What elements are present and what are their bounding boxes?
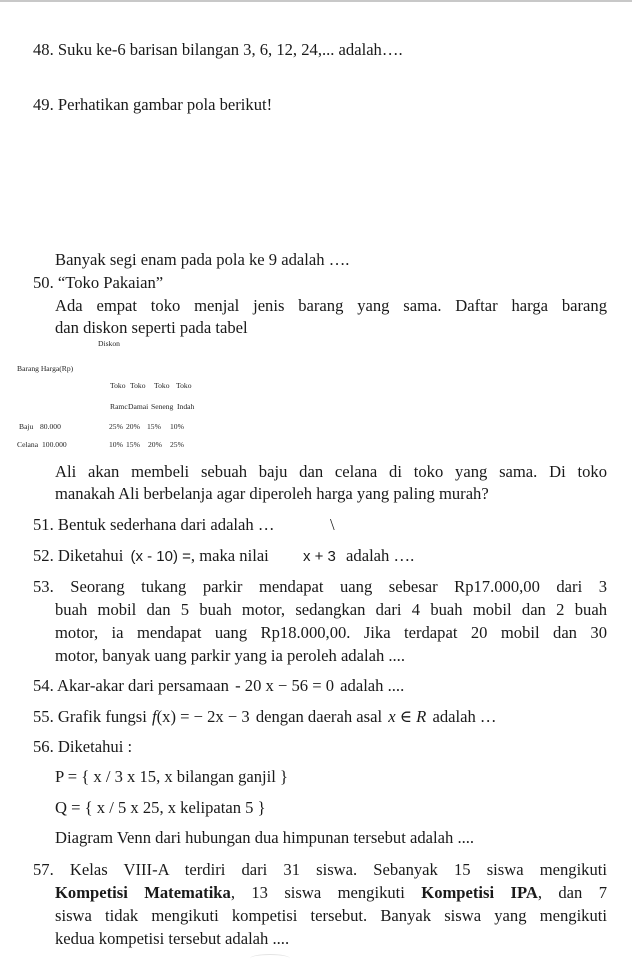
store-name: Damai	[128, 402, 149, 411]
question-50-question-line-1: Ali akan membeli sebuah baju dan celana di toko yang sama. Di toko	[55, 462, 607, 481]
q55-function-name: f	[152, 707, 157, 726]
q52-part-1: 52. Diketahui	[33, 546, 124, 565]
table-header-left: Barang Harga(Rp)	[17, 364, 74, 373]
question-57-line-2	[55, 882, 607, 903]
question-51: 51. Bentuk sederhana dari adalah …	[33, 515, 275, 534]
question-54	[33, 676, 404, 696]
q55-domain: x ∈ R	[388, 707, 427, 726]
q52-expression-1: (x - 10) =	[130, 548, 191, 565]
q54-expression: - 20 x − 56 = 0	[235, 676, 335, 695]
question-53-line-2: buah mobil dan 5 buah motor, sedangkan dari 4 buah mobil dan 2 buah	[55, 600, 607, 619]
table-price: 100.000	[42, 440, 67, 449]
table-row-celana	[17, 440, 184, 450]
table-price: 80.000	[40, 422, 61, 431]
question-51-mark: \	[330, 515, 335, 534]
question-50-question-line-2: manakah Ali berbelanja agar diperoleh harga yang paling murah?	[55, 484, 489, 503]
q55-part-3: adalah …	[432, 707, 497, 726]
set-q: Q = { x / 5 x 25, x kelipatan 5 }	[55, 798, 266, 817]
question-50-line-2: dan diskon seperti pada tabel	[55, 318, 248, 337]
table-discount: 15%	[147, 422, 161, 431]
table-item: Baju	[19, 422, 34, 431]
store-name: Ramc	[110, 402, 128, 411]
table-diskon-label: Diskon	[98, 339, 120, 348]
question-56-title: 56. Diketahui :	[33, 737, 133, 756]
table-discount: 15%	[126, 440, 140, 449]
question-53-line-1: 53. Seorang tukang parkir mendapat uang sebesar Rp17.000,00 dari 3	[33, 577, 607, 596]
question-53-line-3: motor, ia mendapat uang Rp18.000,00. Jika terdapat 20 mobil dan 30	[55, 623, 607, 642]
toko-label: Toko	[154, 381, 170, 390]
q55-part-2: dengan daerah asal	[255, 707, 383, 726]
question-55	[33, 707, 497, 727]
table-item: Celana	[17, 440, 39, 449]
store-name: Indah	[177, 402, 195, 411]
table-discount: 25%	[170, 440, 184, 449]
q55-function-expression: (x) = − 2x − 3	[156, 707, 250, 726]
table-row-baju	[19, 422, 184, 432]
table-store-names-row	[110, 402, 210, 412]
top-border	[0, 0, 632, 2]
table-discount: 10%	[170, 422, 184, 431]
question-50-line-1: Ada empat toko menjal jenis barang yang sama. Daftar harga barang	[55, 296, 607, 315]
toko-label: Toko	[130, 381, 146, 390]
table-discount: 20%	[148, 440, 162, 449]
kompetisi-ipa: Kompetisi IPA	[421, 883, 538, 902]
question-57-line-3: siswa tidak mengikuti kompetisi tersebut. Banyak siswa yang mengikuti	[55, 906, 607, 925]
toko-label: Toko	[110, 381, 126, 390]
table-toko-row	[110, 381, 200, 391]
q52-part-3: adalah ….	[346, 546, 415, 565]
q57-line-2-mid: , 13 siswa mengikuti	[230, 883, 405, 902]
q57-line-2-end: , dan 7	[537, 883, 608, 902]
question-48: 48. Suku ke-6 barisan bilangan 3, 6, 12, 24,... adalah….	[33, 40, 403, 59]
store-name: Seneng	[151, 402, 174, 411]
question-57-line-1: 57. Kelas VIII-A terdiri dari 31 siswa. Sebanyak 15 siswa mengikuti	[33, 860, 607, 879]
toko-label: Toko	[176, 381, 192, 390]
q54-part-1: 54. Akar-akar dari persamaan	[33, 676, 229, 695]
table-discount: 20%	[126, 422, 140, 431]
q52-part-2: , maka nilai	[190, 546, 269, 565]
table-discount: 10%	[109, 440, 123, 449]
question-52	[33, 546, 414, 567]
question-49-title: 49. Perhatikan gambar pola berikut!	[33, 95, 273, 114]
q52-expression-2: x + 3	[302, 548, 336, 565]
question-53-line-4: motor, banyak uang parkir yang ia peroleh adalah ....	[55, 646, 405, 665]
table-discount: 25%	[109, 422, 123, 431]
q54-part-2: adalah ....	[340, 676, 405, 695]
set-p: P = { x / 3 x 15, x bilangan ganjil }	[55, 767, 289, 786]
question-57-line-4: kedua kompetisi tersebut adalah ....	[55, 929, 290, 948]
q55-part-1: 55. Grafik fungsi	[33, 707, 147, 726]
question-49-text: Banyak segi enam pada pola ke 9 adalah ….	[55, 250, 350, 269]
kompetisi-matematika: Kompetisi Matematika	[55, 883, 231, 902]
question-50-title: 50. “Toko Pakaian”	[33, 273, 164, 292]
question-56-text: Diagram Venn dari hubungan dua himpunan tersebut adalah ....	[55, 828, 475, 847]
